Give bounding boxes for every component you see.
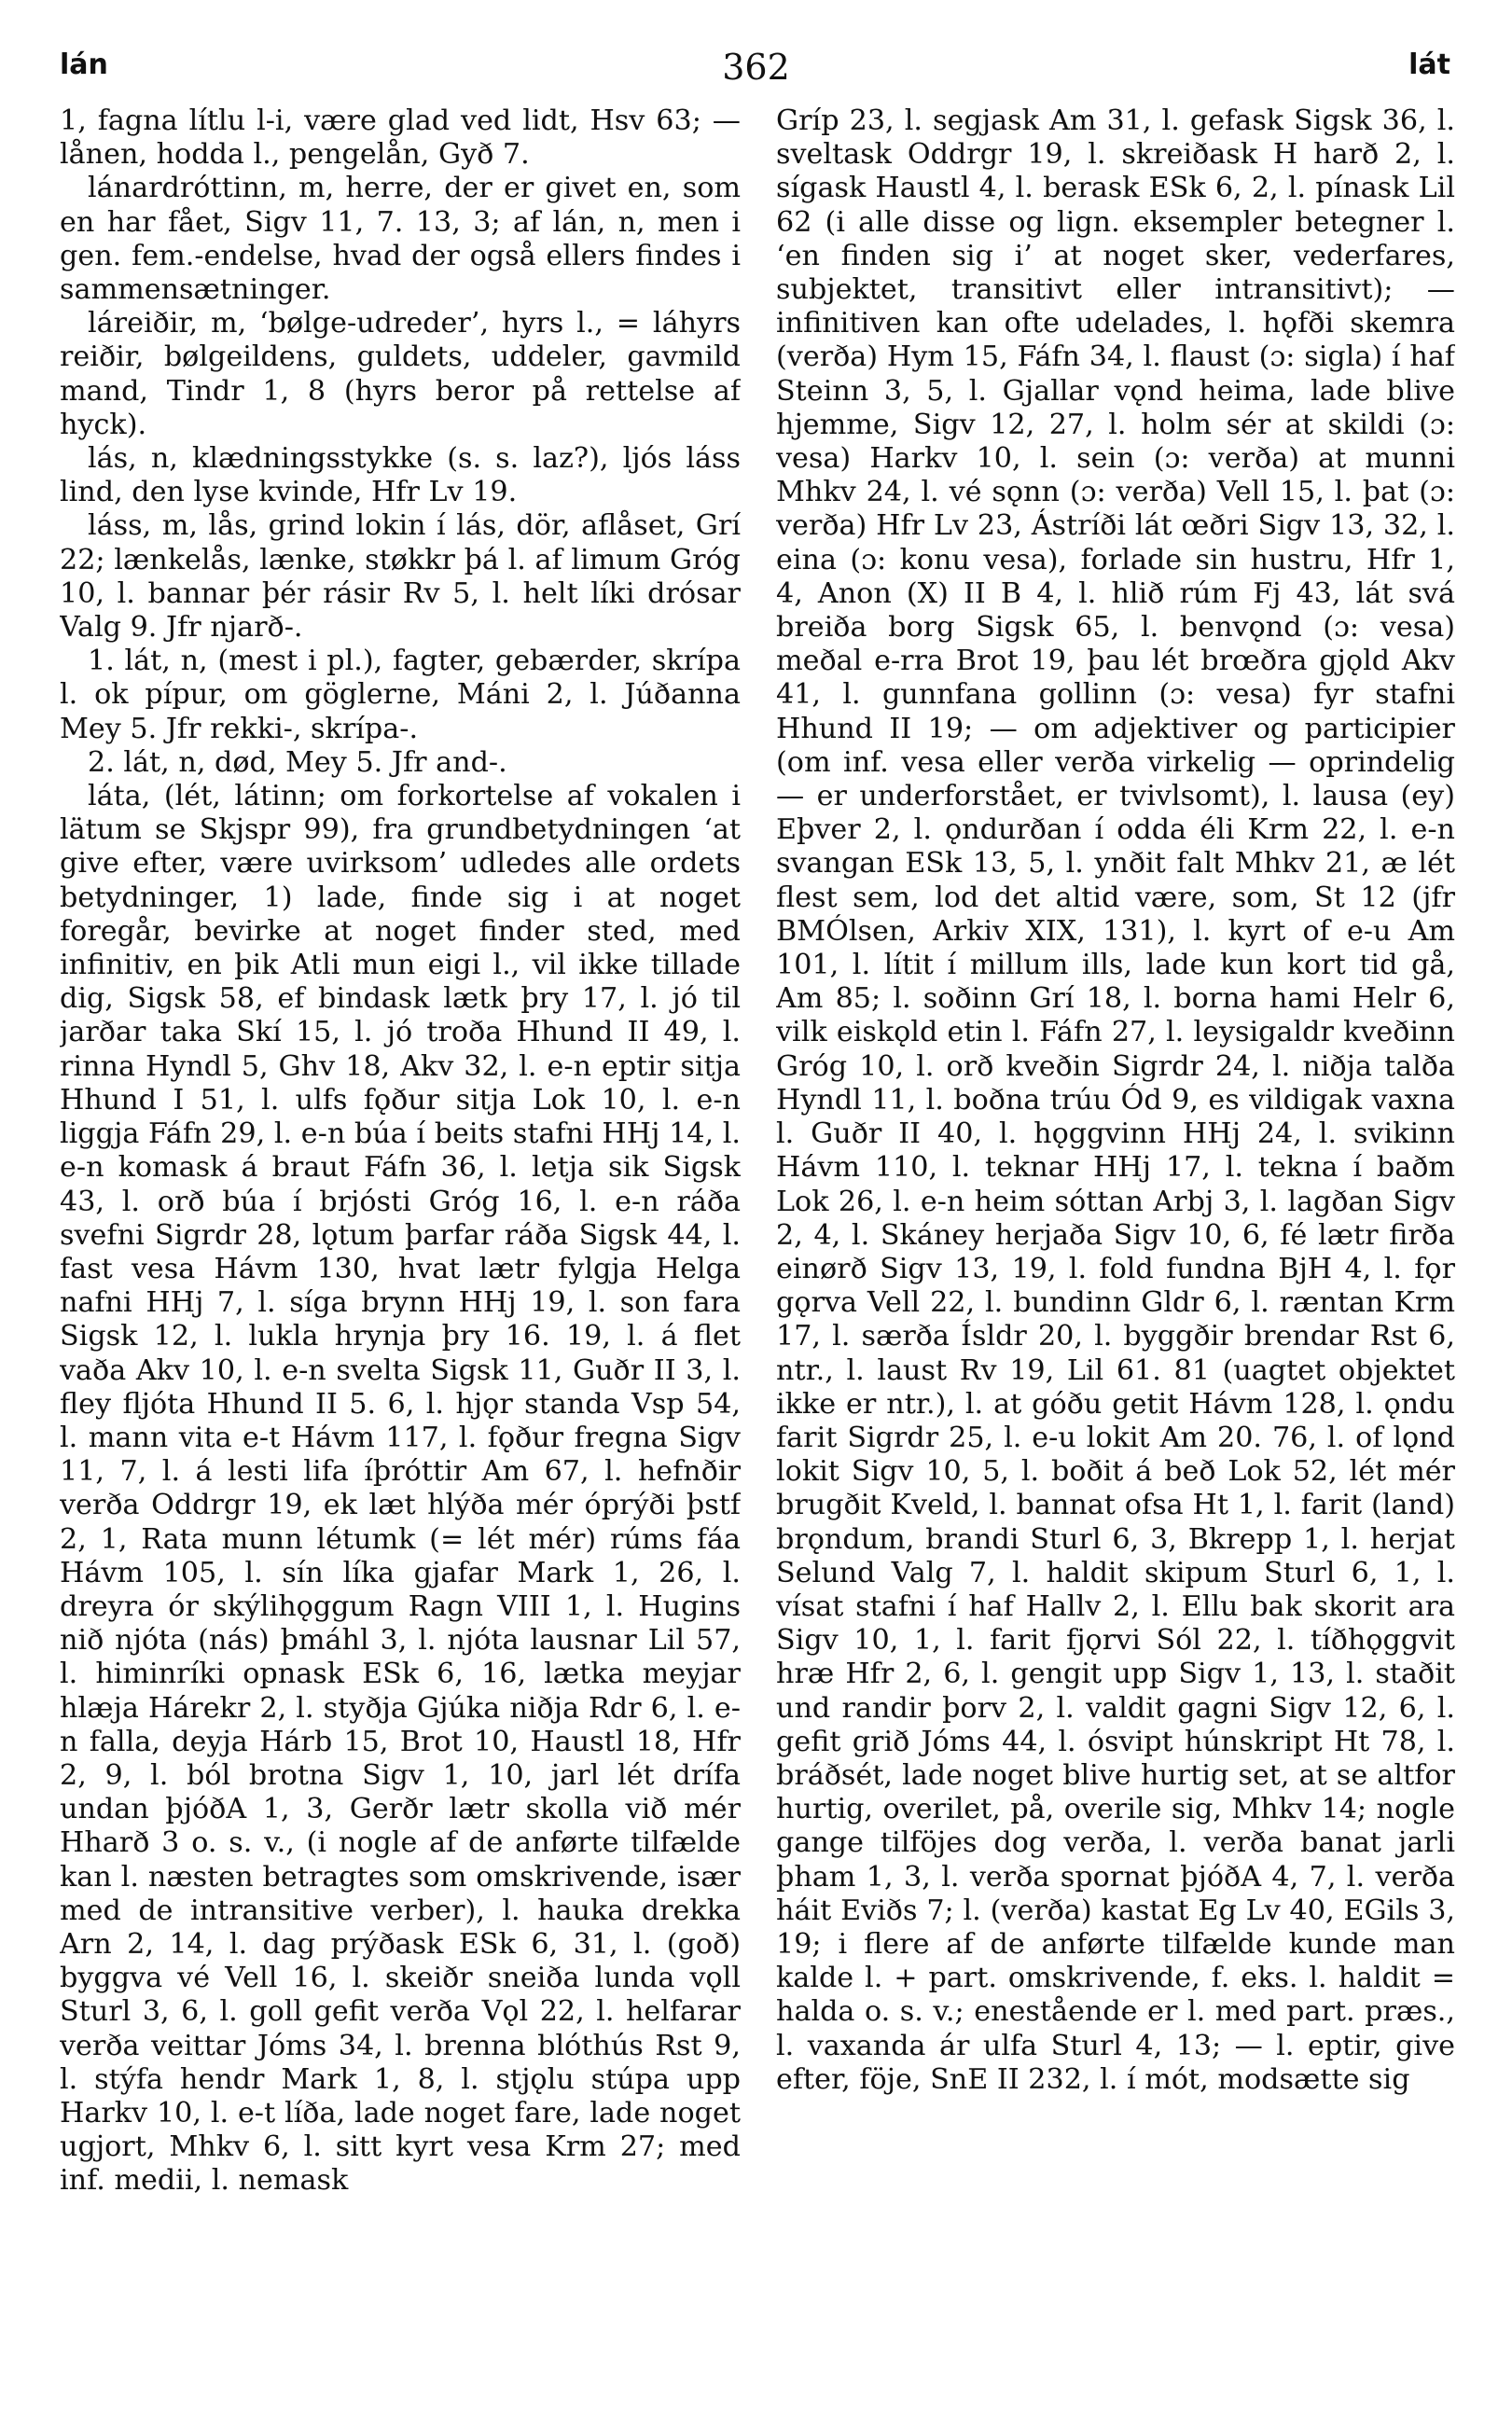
entry-continuation: 1, fagna lítlu l-i, være glad ved lidt, Hsv 63; — lånen, hodda l., pengelån, Gyð 7.	[60, 104, 741, 172]
dictionary-entry: 2. lát, n, død, Mey 5. Jfr and-.	[88, 745, 507, 779]
dictionary-entry: láss, m, lås, grind lokin í lás, dör, aflåset, Grí 22; lænkelås, lænke, støkkr þá l. af limum Gróg 10, l. bannar þér rásir Rv 5, l. helt líki drósar Valg 9. Jfr njarð-.	[60, 509, 741, 645]
dictionary-entry: láta, (lét, látinn; om forkortelse af vokalen i lätum se Skjspr 99), fra grundbetydningen ‘at give efter, være uvirksom’ udledes alle ordets betydninger, 1) lade, finde sig i at noget foregår, bevirke at noget finder sted, med infinitiv, en þik Atli mun eigi l., vil ikke tillade dig, Sigsk 58, ef bindask lætk þry 17, l. jó til jarðar taka Skí 15, l. jó troða Hhund II 49, l. rinna Hyndl 5, Ghv 18, Akv 32, l. e-n eptir sitja Hhund I 51, l. ulfs fǫður sitja Lok 10, l. e-n liggja Fáfn 29, l. e-n búa í beits stafni HHj 14, l. e-n komask á braut Fáfn 36, l. letja sik Sigsk 43, l. orð búa í brjósti Gróg 16, l. e-n ráða svefni Sigrdr 28, lǫtum þarfar ráða Sigsk 44, l. fast vesa Hávm 130, hvat lætr fylgja Helga nafni HHj 7, l. síga brynn HHj 19, l. son fara Sigsk 12, l. lukla hrynja þry 16. 19, l. á flet vaða Akv 10, l. e-n svelta Sigsk 11, Guðr II 3, l. fley fljóta Hhund II 5. 6, l. hjǫr standa Vsp 54, l. mann vita e-t Hávm 117, l. fǫður fregna Sigv 11, 7, l. á lesti lifa íþróttir Am 67, l. hefnðir verða Oddrgr 19, ek læt hlýða mér óprýði þstf 2, 1, Rata munn létumk (= lét mér) rúms fáa Hávm 105, l. sín líka gjafar Mark 1, 26, l. dreyra ór skýlihǫggum Ragn VIII 1, l. Hugins nið njóta (nás) þmáhl 3, l. njóta lausnar Lil 57, l. himinríki opnask ESk 6, 16, lætka meyjar hlæja Hárekr 2, l. styðja Gjúka niðja Rdr 6, l. e-n falla, deyja Hárb 15, Brot 10, Haustl 18, Hfr 2, 9, l. ból brotna Sigv 1, 10, jarl lét drífa undan þjóðA 1, 3, Gerðr lætr skolla við mér Hharð 3 o. s. v., (i nogle af de anførte tilfælde kan l. næsten betragtes som omskrivende, især med de intransitive verber), l. hauka drekka Arn 2, 14, l. dag prýðask ESk 6, 31, l. (goð) byggva vé Vell 16, l. skeiðr sneiða lunda vǫll Sturl 3, 6, l. goll gefit verða Vǫl 22, l. helfarar verða veittar Jóms 34, l. brenna blóthús Rst 9, l. stýfa hendr Mark 1, 8, l. stjǫlu stúpa upp Harkv 10, l. e-t líða, lade noget fare, lade noget ugjort, Mhkv 6, l. sitt kyrt vesa Krm 27; med inf. medii, l. nemask	[60, 780, 741, 2198]
header-right-keyword: lát	[1408, 49, 1450, 81]
right-column	[776, 104, 1455, 2408]
dictionary-entry: lánardróttinn, m, herre, der er givet en, som en har fået, Sigv 11, 7. 13, 3; af lán, n, men i gen. fem.-endelse, hvad der også ellers findes i sammensætninger.	[60, 172, 741, 307]
header-left-keyword: lán	[60, 49, 108, 81]
left-column	[60, 104, 741, 2408]
dictionary-entry: lás, n, klædningsstykke (s. s. laz?), ljós láss lind, den lyse kvinde, Hfr Lv 19.	[60, 442, 741, 509]
entry-continuation: Gríp 23, l. segjask Am 31, l. gefask Sigsk 36, l. sveltask Oddrgr 19, l. skreiðask H harð 2, l. sígask Haustl 4, l. berask ESk 6, 2, l. pínask Lil 62 (i alle disse og lign. eksempler betegner l. ‘en finden sig i’ at noget sker, vederfares, subjektet, transitivt eller intransitivt); — infinitiven kan ofte udelades, l. hǫfði skemra (verða) Hym 15, Fáfn 34, l. flaust (ɔ: sigla) í haf Steinn 3, 5, l. Gjallar vǫnd heima, lade blive hjemme, Sigv 12, 27, l. holm sér at skildi (ɔ: vesa) Harkv 10, l. sein (ɔ: verða) at munni Mhkv 24, l. vé sǫnn (ɔ: verða) Vell 15, l. þat (ɔ: verða) Hfr Lv 23, Ástríði lát œðri Sigv 13, 32, l. eina (ɔ: konu vesa), forlade sin hustru, Hfr 1, 4, Anon (X) II B 4, l. hlið rúm Fj 43, lát svá breiða borg Sigsk 65, l. benvǫnd (ɔ: vesa) meðal e-rra Brot 19, þau lét brœðra gjǫld Akv 41, l. gunnfana gollinn (ɔ: vesa) fyr stafni Hhund II 19; — om adjektiver og participier (om inf. vesa eller verða virkelig — oprindelig — er underforstået, er tvivlsomt), l. lausa (ey) Eþver 2, l. ǫndurðan í odda éli Krm 22, l. e-n svangan ESk 13, 5, l. ynðit falt Mhkv 21, æ lét flest sem, lod det altid være, som, St 12 (jfr BMÓlsen, Arkiv XIX, 131), l. kyrt of e-u Am 101, l. lítit í millum ills, lade kun kort tid gå, Am 85; l. soðinn Grí 18, l. borna hami Helr 6, vilk eiskǫld etin l. Fáfn 27, l. leysigaldr kveðinn Gróg 10, l. orð kveðin Sigrdr 24, l. niðja talða Hyndl 11, l. boðna trúu Ód 9, es vildigak vaxna l. Guðr II 40, l. hǫggvinn HHj 24, l. svikinn Hávm 110, l. teknar HHj 17, l. tekna í baðm Lok 26, l. e-n heim sóttan Arbj 3, l. lagðan Sigv 2, 4, l. Skáney herjaða Sigv 10, 6, fé lætr firða einørð Sigv 13, 19, l. fold fundna BjH 4, l. fǫr gǫrva Vell 22, l. bundinn Gldr 6, l. ræntan Krm 17, l. særða Ísldr 20, l. byggðir brendar Rst 6, ntr., l. laust Rv 19, Lil 61. 81 (uagtet objektet ikke er ntr.), l. at góðu getit Hávm 128, l. ǫndu farit Sigrdr 25, l. e-u lokit Am 20. 76, l. of lǫnd lokit Sigv 10, 5, l. boðit á beð Lok 52, lét mér brugðit Kveld, l. bannat ofsa Ht 1, l. farit (land) brǫndum, brandi Sturl 6, 3, Bkrepp 1, l. herjat Selund Valg 7, l. haldit skipum Sturl 6, 1, l. vísat stafni í haf Hallv 2, l. Ellu bak skorit ara Sigv 10, 1, l. farit fjǫrvi Sól 22, l. tíðhǫggvit hræ Hfr 2, 6, l. gengit upp Sigv 1, 13, l. staðit und randir þorv 2, l. valdit gagni Sigv 12, 6, l. gefit grið Jóms 44, l. ósvipt húnskript Ht 78, l. bráðsét, lade noget blive hurtig set, at se altfor hurtig, overilet, på, overile sig, Mhkv 14; nogle gange tilföjes dog verða, l. verða banat jarli þham 1, 3, l. verða spornat þjóðA 4, 7, l. verða háit Eviðs 7; l. (verða) kastat Eg Lv 40, EGils 3, 19; i flere af de anførte tilfælde kunde man kalde l. + part. omskrivende, f. eks. l. haldit = halda o. s. v.; enestående er l. med part. præs., l. vaxanda ár ulfa Sturl 4, 13; — l. eptir, give efter, föje, SnE II 232, l. í mót, modsætte sig	[776, 104, 1455, 2096]
page-number: 362	[722, 47, 790, 88]
dictionary-entry: 1. lát, n, (mest i pl.), fagter, gebærder, skrípa l. ok pípur, om göglerne, Máni 2, l. Júðanna Mey 5. Jfr rekki-, skrípa-.	[60, 645, 741, 745]
dictionary-entry: láreiðir, m, ‘bølge-udreder’, hyrs l., = láhyrs reiðir, bølgeildens, guldets, uddeler, gavmild mand, Tindr 1, 8 (hyrs beror på rettelse af hyck).	[60, 307, 741, 441]
